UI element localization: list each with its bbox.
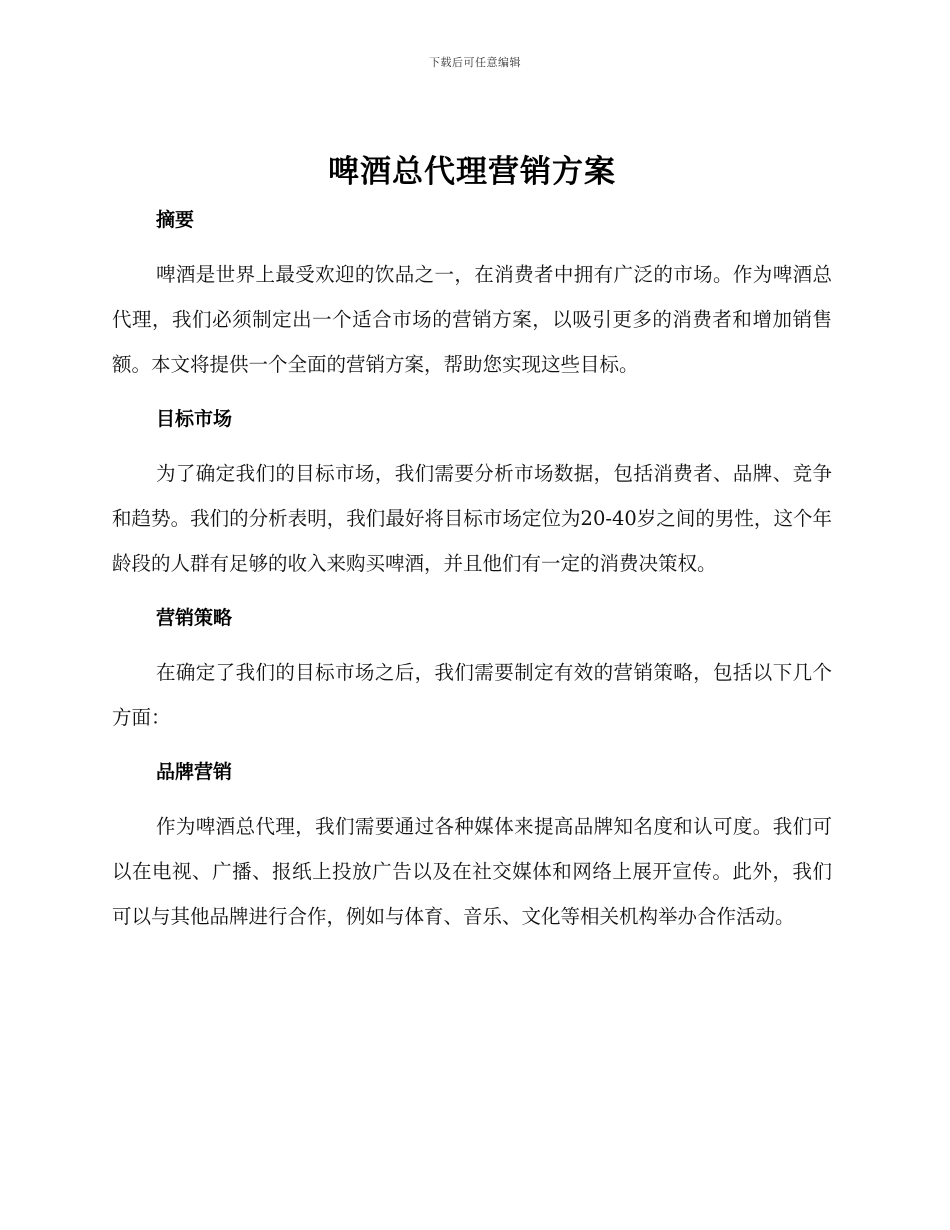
header-note: 下载后可任意编辑 — [429, 56, 521, 69]
section-heading: 营销策略 — [156, 607, 233, 629]
paragraph: 啤酒是世界上最受欢迎的饮品之一，在消费者中拥有广泛的市场。作为啤酒总代理，我们必须制定出一个适合市场的营销方案，以吸引更多的消费者和增加销售额。本文将提供一个全面的营销方案，帮助您实现这些目标。 — [112, 263, 832, 376]
section-heading: 摘要 — [156, 209, 195, 231]
section-abstract — [112, 202, 832, 387]
paragraph: 作为啤酒总代理，我们需要通过各种媒体来提高品牌知名度和认可度。我们可以在电视、广播、报纸上投放广告以及在社交媒体和网络上展开宣传。此外，我们可以与其他品牌进行合作，例如与体育、音乐、文化等相关机构举办合作活动。 — [112, 815, 832, 928]
section-marketing-strategy — [112, 600, 832, 740]
paragraph: 在确定了我们的目标市场之后，我们需要制定有效的营销策略，包括以下几个方面： — [112, 661, 832, 729]
section-heading: 目标市场 — [156, 408, 233, 430]
section-target-market — [112, 401, 832, 586]
document-title: 啤酒总代理营销方案 — [328, 154, 616, 190]
paragraph: 为了确定我们的目标市场，我们需要分析市场数据，包括消费者、品牌、竞争和趋势。我们的分析表明，我们最好将目标市场定位为20-40岁之间的男性，这个年龄段的人群有足够的收入来购买啤酒，并且他们有一定的消费决策权。 — [112, 462, 832, 575]
document-body — [112, 148, 832, 953]
section-brand-marketing — [112, 754, 832, 939]
section-heading: 品牌营销 — [156, 761, 233, 783]
